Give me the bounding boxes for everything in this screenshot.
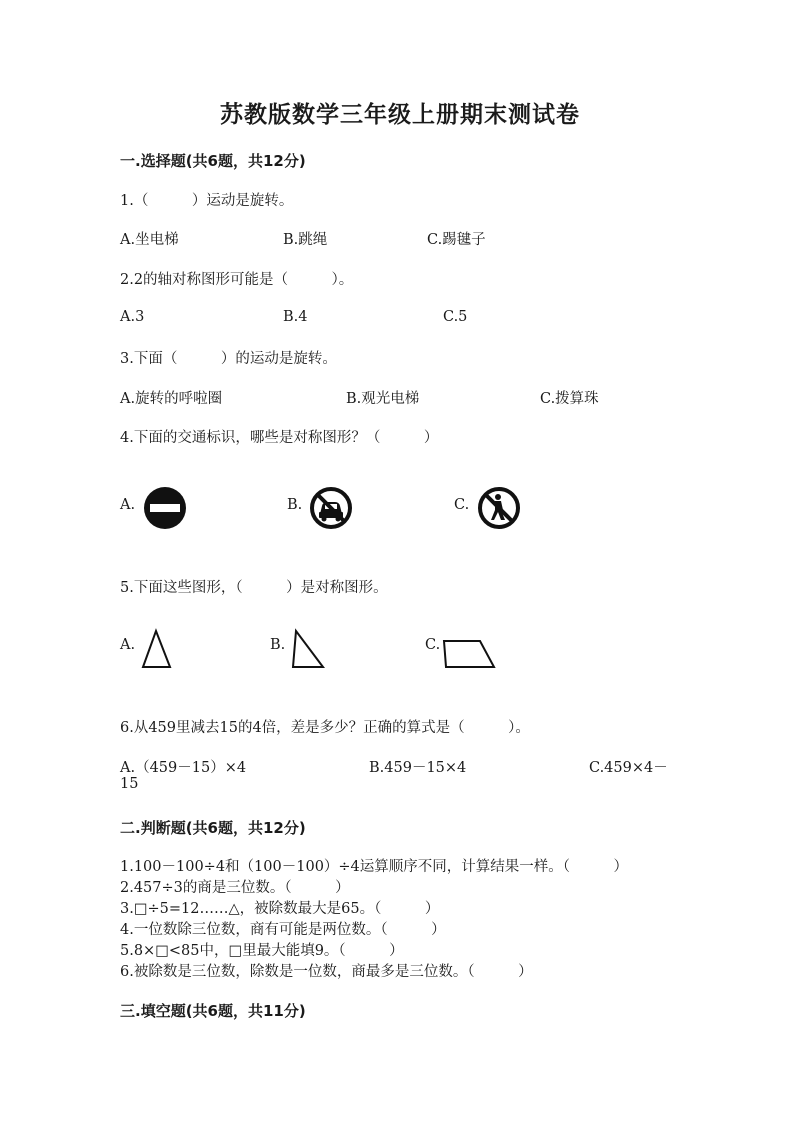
no-car-sign-icon	[309, 486, 353, 530]
q6-option-a: A.（459－15）×4	[120, 760, 247, 776]
section-heading-judgement: 二.判断题(共6题，共12分)	[120, 819, 306, 837]
no-entry-sign-icon	[143, 486, 187, 530]
section-heading-choice: 一.选择题(共6题，共12分)	[120, 152, 306, 170]
question-2: 2.2的轴对称图形可能是（ ）。	[120, 272, 354, 288]
q2-option-b: B.4	[283, 309, 308, 325]
question-6: 6.从459里减去15的4倍，差是多少？正确的算式是（ ）。	[120, 720, 530, 736]
q5-option-c: C.	[425, 637, 441, 653]
question-1: 1.（ ）运动是旋转。	[120, 193, 294, 209]
q5-option-b: B.	[270, 637, 286, 653]
section-heading-fill-blank: 三.填空题(共6题，共11分)	[120, 1002, 306, 1020]
q1-option-c: C.踢毽子	[427, 232, 486, 248]
judgement-item-3: 3.□÷5=12……△，被除数最大是65。（ ）	[120, 901, 440, 917]
judgement-item-6: 6.被除数是三位数，除数是一位数，商最多是三位数。（ ）	[120, 964, 533, 980]
question-4: 4.下面的交通标识，哪些是对称图形？（ ）	[120, 430, 439, 446]
judgement-item-2: 2.457÷3的商是三位数。（ ）	[120, 880, 350, 896]
right-triangle-icon	[290, 628, 326, 670]
q4-option-a: A.	[120, 497, 136, 513]
q1-option-a: A.坐电梯	[120, 232, 179, 248]
q3-option-b: B.观光电梯	[346, 391, 420, 407]
q2-option-a: A.3	[120, 309, 145, 325]
q6-option-c-continued: 15	[120, 776, 139, 792]
judgement-item-1: 1.100－100÷4和（100－100）÷4运算顺序不同，计算结果一样。（ ）	[120, 859, 629, 875]
q2-option-c: C.5	[443, 309, 468, 325]
q3-option-c: C.拨算珠	[540, 391, 599, 407]
isosceles-triangle-icon	[140, 628, 174, 670]
q3-option-a: A.旋转的呼啦圈	[120, 391, 223, 407]
right-trapezoid-icon	[440, 636, 500, 670]
q6-option-c: C.459×4－	[589, 760, 668, 776]
q5-option-a: A.	[120, 637, 136, 653]
q4-option-c: C.	[454, 497, 470, 513]
q4-option-b: B.	[287, 497, 303, 513]
judgement-item-4: 4.一位数除三位数，商有可能是两位数。（ ）	[120, 922, 446, 938]
q6-option-b: B.459－15×4	[369, 760, 467, 776]
page-title: 苏教版数学三年级上册期末测试卷	[220, 101, 580, 128]
no-pedestrian-sign-icon	[477, 486, 521, 530]
judgement-item-5: 5.8×□<85中，□里最大能填9。（ ）	[120, 943, 404, 959]
question-5: 5.下面这些图形，（ ）是对称图形。	[120, 580, 388, 596]
question-3: 3.下面（ ）的运动是旋转。	[120, 351, 337, 367]
q1-option-b: B.跳绳	[283, 232, 328, 248]
